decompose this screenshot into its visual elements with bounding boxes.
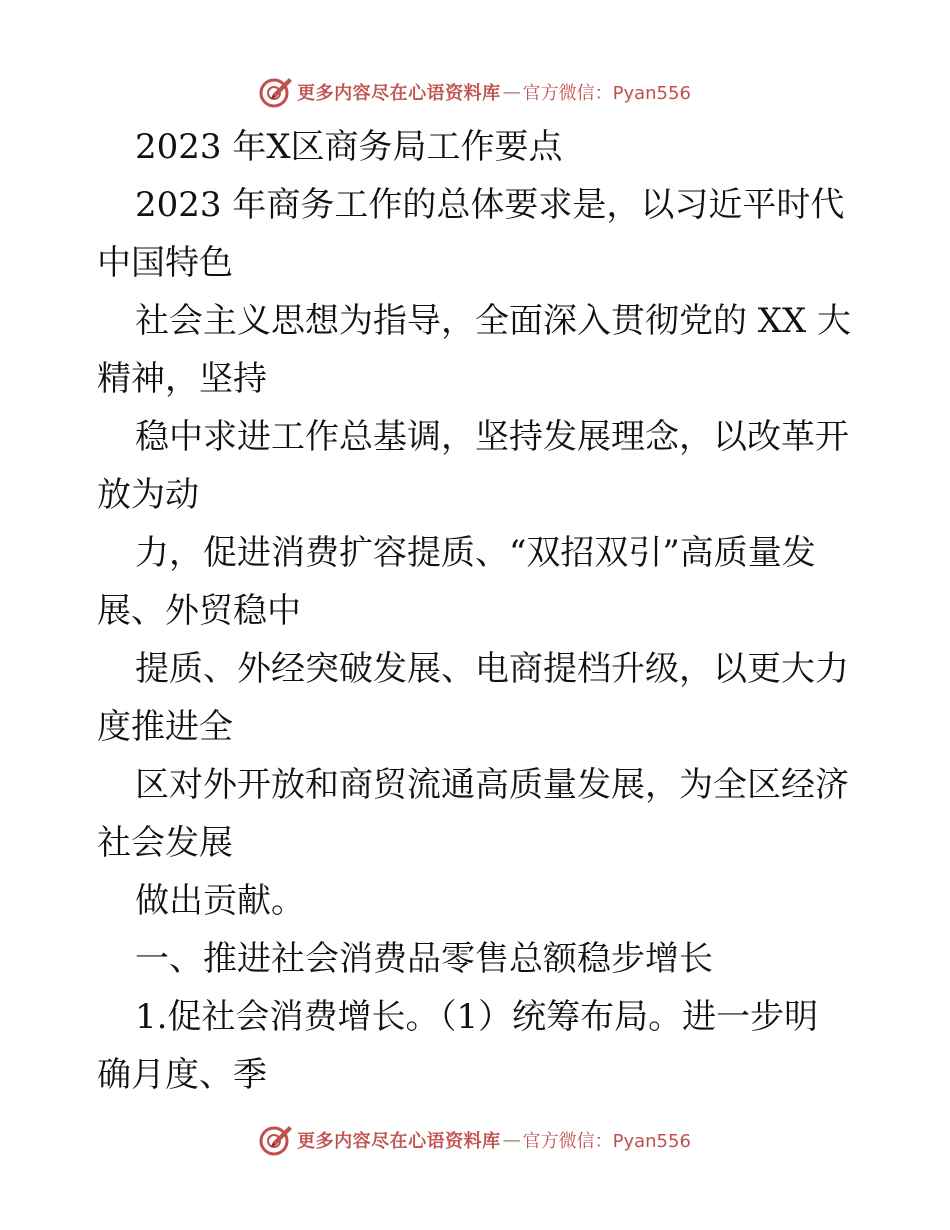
paragraph-line: 精神，坚持: [97, 359, 267, 399]
paragraph-line: 度推进全: [97, 707, 233, 747]
watermark-contact: 官方微信：Pyan556: [522, 1131, 691, 1152]
paragraph-line: 社会发展: [97, 823, 233, 863]
pen-logo-icon: [259, 1123, 293, 1157]
watermark-text: 更多内容尽在心语资料库: [297, 1131, 501, 1152]
paragraph-line: 展、外贸稳中: [97, 591, 301, 631]
paragraph-line: 2023 年商务工作的总体要求是，以习近平时代: [135, 185, 845, 225]
watermark-separator: —: [502, 1129, 521, 1151]
paragraph-line: 提质、外经突破发展、电商提档升级，以更大力: [135, 649, 849, 689]
pen-logo-icon: [259, 75, 293, 109]
section-heading: 一、推进社会消费品零售总额稳步增长: [135, 939, 713, 979]
paragraph-line: 放为动: [97, 475, 199, 515]
document-title: 2023 年X区商务局工作要点: [135, 127, 563, 167]
paragraph-line: 区对外开放和商贸流通高质量发展，为全区经济: [135, 765, 849, 805]
watermark-contact: 官方微信：Pyan556: [522, 83, 691, 104]
watermark-text: 更多内容尽在心语资料库: [297, 83, 501, 104]
paragraph-line: 稳中求进工作总基调，坚持发展理念，以改革开: [135, 417, 849, 457]
paragraph-line: 力，促进消费扩容提质、“双招双引”高质量发: [135, 533, 816, 573]
paragraph-line: 做出贡献。: [135, 881, 305, 921]
watermark-separator: —: [502, 81, 521, 103]
paragraph-line: 确月度、季: [97, 1055, 267, 1095]
paragraph-line: 中国特色: [97, 243, 233, 283]
header-watermark: [0, 72, 950, 112]
paragraph-line: 社会主义思想为指导，全面深入贯彻党的 XX 大: [135, 301, 852, 341]
footer-watermark: [0, 1120, 950, 1160]
paragraph-line: 1.促社会消费增长。（1）统筹布局。进一步明: [135, 997, 819, 1037]
document-body: [97, 118, 857, 1104]
